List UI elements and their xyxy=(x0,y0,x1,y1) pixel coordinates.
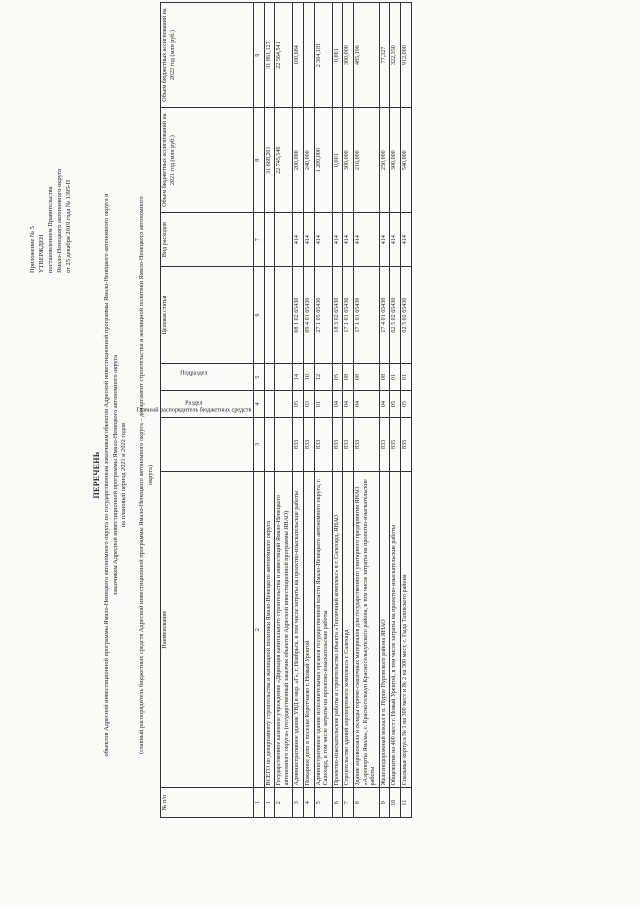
header-admin-text: Главный распорядитель бюджетных средств xyxy=(136,407,252,414)
row-number: 7 xyxy=(343,788,354,818)
row-section: 05 xyxy=(293,391,304,418)
subtitle-line: на плановый период 2021 и 2022 годов xyxy=(120,422,128,528)
header-target: Целевая статья xyxy=(161,267,254,364)
row-sum-2021: 216,000 xyxy=(353,108,379,213)
row-exp-type: 414 xyxy=(379,213,390,267)
row-section xyxy=(264,391,275,418)
row-target: 09 4 01 65430 xyxy=(303,267,314,364)
row-number: 1 xyxy=(264,788,275,818)
colnum: 3 xyxy=(254,417,265,471)
row-name: Здание аэровокзала и склады горюче-смазочных материалов для государственного унитарного предприятия ЯНАО «Аэропорты Ямала», с. Красноселькуп Красноселькупского района, в том числе затраты на проектно-изыскательские работы xyxy=(353,471,379,788)
row-exp-type: 414 xyxy=(332,213,343,267)
row-section: 01 xyxy=(314,391,332,418)
row-subsection: 01 xyxy=(390,364,401,391)
row-section: 04 xyxy=(379,391,390,418)
row-subsection: 14 xyxy=(293,364,304,391)
row-exp-type: 414 xyxy=(390,213,401,267)
row-name: Железнодорожный вокзал в п. Пурпе Пуровского района ЯНАО xyxy=(379,471,390,788)
header-num: № п/п xyxy=(161,788,254,818)
row-name: Административное здание исполнительных органов государственной власти Ямало-Ненецкого автономного округа, г. Салехард, в том числе затраты на проектно-изыскательские работы xyxy=(314,471,332,788)
row-admin: 833 xyxy=(379,417,390,471)
header-row xyxy=(161,3,254,818)
row-sum-2022: 2 304,181 xyxy=(314,3,332,108)
row-target: 02 5 02 65430 xyxy=(390,267,401,364)
header-sum-2022: Объем бюджетных ассигнований на 2022 год (млн руб.) xyxy=(161,3,254,108)
table-row xyxy=(314,3,332,818)
row-sum-2022: 485,196 xyxy=(353,3,379,108)
row-subsection: 08 xyxy=(353,364,379,391)
row-admin: 833 xyxy=(314,417,332,471)
row-admin: 833 xyxy=(353,417,379,471)
row-section: 04 xyxy=(343,391,354,418)
subtitle-line: заказчикам Адресной инвестиционной программы Ямало-Ненецкого автономного округа xyxy=(111,354,119,596)
row-section xyxy=(275,391,293,418)
header-section-text: Раздел xyxy=(185,400,203,407)
admin-note-line: (главный распорядитель бюджетных средств Адресной инвестиционной программы Ямало-Ненецкого автономного округа – департамент строительства и жилищной политики Ямало-Ненецкого автономного xyxy=(138,196,145,754)
approval-stamp xyxy=(28,83,73,273)
row-subsection: 01 xyxy=(400,364,411,391)
colnum: 1 xyxy=(254,788,265,818)
approval-line: постановлением Правительства xyxy=(47,186,54,273)
row-sum-2021: 300,000 xyxy=(390,108,401,213)
table-body xyxy=(264,3,411,818)
row-sum-2021: 250,000 xyxy=(379,108,390,213)
row-target: 17 4 01 65430 xyxy=(379,267,390,364)
row-exp-type: 414 xyxy=(353,213,379,267)
row-subsection: 08 xyxy=(343,364,354,391)
row-exp-type xyxy=(275,213,293,267)
row-subsection: 05 xyxy=(332,364,343,391)
approval-line: Ямало-Ненецкого автономного округа xyxy=(56,168,63,273)
row-admin: 833 xyxy=(343,417,354,471)
row-sum-2021: 200,000 xyxy=(293,108,304,213)
row-exp-type: 414 xyxy=(293,213,304,267)
header-sum-2021: Объем бюджетных ассигнований на 2021 год (млн руб.) xyxy=(161,108,254,213)
row-name: Спальные корпуса № 1 на 300 мест и № 2 на 300 мест, с. Гыда Тазовского района xyxy=(400,471,411,788)
row-admin: 835 xyxy=(400,417,411,471)
row-exp-type: 414 xyxy=(343,213,354,267)
header-subsection-text: Подраздел xyxy=(180,370,208,377)
row-section: 05 xyxy=(390,391,401,418)
header-exp-type: Вид расходов xyxy=(161,213,254,267)
colnum: 4 xyxy=(254,391,265,418)
row-number: 2 xyxy=(275,788,293,818)
row-subsection xyxy=(264,364,275,391)
row-exp-type: 414 xyxy=(314,213,332,267)
colnum: 9 xyxy=(254,3,265,108)
row-target: 08 1 02 65430 xyxy=(293,267,304,364)
row-target: 17 1 01 65430 xyxy=(353,267,379,364)
document-subtitle xyxy=(103,85,129,865)
row-target xyxy=(264,267,275,364)
row-target: 18 3 02 65430 xyxy=(332,267,343,364)
row-number: 3 xyxy=(293,788,304,818)
row-name: Общежитие на 400 мест г. Новый Уренгой, в том числе затраты на проектно-изыскательские работы xyxy=(390,471,401,788)
row-sum-2022 xyxy=(303,3,314,108)
row-admin: 833 xyxy=(303,417,314,471)
table-row xyxy=(293,3,304,818)
colnum: 2 xyxy=(254,471,265,788)
admin-note xyxy=(138,85,155,865)
row-admin: 835 xyxy=(390,417,401,471)
row-number: 6 xyxy=(332,788,343,818)
row-subsection: 10 xyxy=(303,364,314,391)
row-number: 4 xyxy=(303,788,314,818)
row-section: 03 xyxy=(303,391,314,418)
row-section: 04 xyxy=(332,391,343,418)
row-number: 5 xyxy=(314,788,332,818)
row-sum-2022: 77,327 xyxy=(379,3,390,108)
document-title: ПЕРЕЧЕНЬ xyxy=(92,451,101,499)
row-admin: 833 xyxy=(293,417,304,471)
colnum: 6 xyxy=(254,267,265,364)
row-sum-2021: 0,001 xyxy=(332,108,343,213)
row-number: 8 xyxy=(353,788,379,818)
table-row xyxy=(379,3,390,818)
row-section: 05 xyxy=(400,391,411,418)
header-subsection xyxy=(161,364,254,391)
table-row xyxy=(303,3,314,818)
colnum: 7 xyxy=(254,213,265,267)
row-sum-2022: 22 564,541 xyxy=(275,3,293,108)
row-target xyxy=(275,267,293,364)
colnum: 5 xyxy=(254,364,265,391)
admin-note-line: округа) xyxy=(146,465,154,485)
colnum: 8 xyxy=(254,108,265,213)
row-subsection xyxy=(275,364,293,391)
row-sum-2021: 300,000 xyxy=(343,108,354,213)
row-sum-2022: 100,684 xyxy=(293,3,304,108)
row-sum-2021: 22 745,540 xyxy=(275,108,293,213)
row-subsection: 08 xyxy=(379,364,390,391)
row-sum-2021: 31 668,201 xyxy=(264,108,275,213)
row-name: Пожарное депо в поселке Коротчаево г. Новый Уренгой xyxy=(303,471,314,788)
row-target: 02 5 02 65430 xyxy=(400,267,411,364)
row-target: 27 1 05 65430 xyxy=(314,267,332,364)
row-sum-2022: 322,350 xyxy=(390,3,401,108)
row-admin: 833 xyxy=(332,417,343,471)
row-sum-2021: 240,000 xyxy=(303,108,314,213)
table-row xyxy=(332,3,343,818)
row-number: 11 xyxy=(400,788,411,818)
row-number: 10 xyxy=(390,788,401,818)
approval-line: Приложение № 5 xyxy=(29,226,36,273)
row-sum-2022: 0,001 xyxy=(332,3,343,108)
row-target: 17 1 01 65430 xyxy=(343,267,354,364)
table-row xyxy=(390,3,401,818)
table-row xyxy=(275,3,293,818)
row-sum-2022: 300,000 xyxy=(343,3,354,108)
row-name: ВСЕГО по департаменту строительства и жилищной политики Ямало-Ненецкого автономного округа xyxy=(264,471,275,788)
row-admin xyxy=(264,417,275,471)
approval-line: от 25 декабря 2019 года № 1395-П xyxy=(65,179,72,273)
table-row xyxy=(264,3,275,818)
approval-line: УТВЕРЖДЕН xyxy=(38,234,45,273)
row-admin xyxy=(275,417,293,471)
table-row xyxy=(353,3,379,818)
row-exp-type: 414 xyxy=(400,213,411,267)
row-exp-type xyxy=(264,213,275,267)
row-sum-2022: 31 861,127 xyxy=(264,3,275,108)
header-name: Наименование xyxy=(161,471,254,788)
row-number: 9 xyxy=(379,788,390,818)
row-exp-type: 414 xyxy=(303,213,314,267)
row-subsection: 12 xyxy=(314,364,332,391)
row-sum-2022: 912,000 xyxy=(400,3,411,108)
header-admin xyxy=(136,407,254,471)
row-name: Государственное казенное учреждение «Дирекция капитального строительства и инвестиций Ямало-Ненецкого автономного округа» (государственный заказчик объектов Адресной инвестиционной программы ЯНАО) xyxy=(275,471,293,788)
row-name: Строительство зданий аэропортового комплекса г. Салехард xyxy=(343,471,354,788)
row-sum-2021: 540,000 xyxy=(400,108,411,213)
column-number-row xyxy=(254,3,265,818)
subtitle-line: объектов Адресной инвестиционной программы Ямало-Ненецкого автономного округа по государственным заказчикам объектов Адресной инвестиционной программы Ямало-Ненецкого автономного округа и xyxy=(103,193,110,757)
table-row xyxy=(343,3,354,818)
row-section: 04 xyxy=(353,391,379,418)
row-name: Административное здание УВД в мкр. «Г», г. Ноябрьск, в том числе затраты на проектно-изыскательские работы xyxy=(293,471,304,788)
row-sum-2021: 1 200,000 xyxy=(314,108,332,213)
table-row xyxy=(400,3,411,818)
row-name: Проектно-изыскательские работы и строительство объекта «Тепличный комплекс» в г. Салехард, ЯНАО xyxy=(332,471,343,788)
